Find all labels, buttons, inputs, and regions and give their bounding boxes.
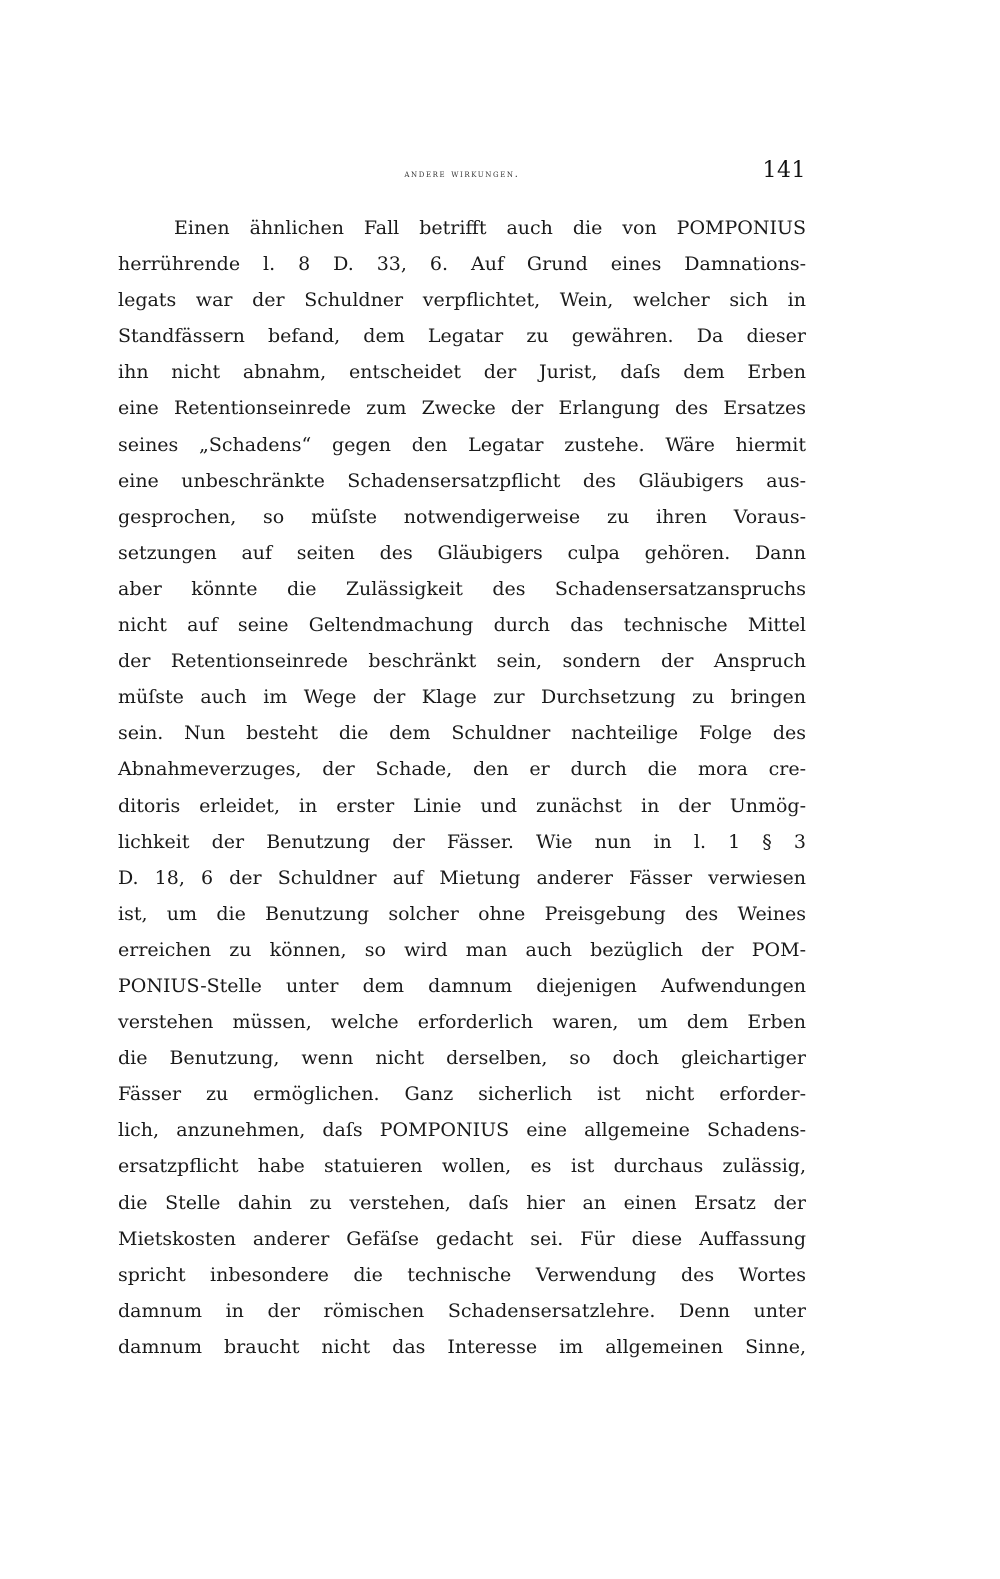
text-line: nicht auf seine Geltendmachung durch das technische Mittel — [118, 614, 806, 637]
page-number: 141 — [762, 158, 806, 183]
text-line: damnum braucht nicht das Interesse im allgemeinen Sinne, — [118, 1335, 806, 1358]
text-line: der Retentionseinrede beschränkt sein, sondern der Anspruch — [118, 650, 806, 673]
text-line: die Stelle dahin zu verstehen, daſs hier an einen Ersatz der — [118, 1191, 806, 1214]
text-line: herrührende l. 8 D. 33, 6. Auf Grund eines Damnations- — [118, 253, 806, 276]
running-title: andere wirkungen. — [404, 168, 520, 180]
text-line: aber könnte die Zulässigkeit des Schadensersatzanspruchs — [118, 577, 806, 600]
text-line: ist, um die Benutzung solcher ohne Preisgebung des Weines — [118, 902, 806, 925]
text-line: ersatzpflicht habe statuieren wollen, es ist durchaus zulässig, — [118, 1155, 806, 1178]
text-line: erreichen zu können, so wird man auch bezüglich der POM- — [118, 938, 806, 961]
text-line: seines „Schadens“ gegen den Legatar zustehe. Wäre hiermit — [118, 433, 806, 456]
text-line: eine unbeschränkte Schadensersatzpflicht des Gläubigers aus- — [118, 469, 806, 492]
text-line: legats war der Schuldner verpflichtet, Wein, welcher sich in — [118, 289, 806, 312]
text-line: Fässer zu ermöglichen. Ganz sicherlich ist nicht erforder- — [118, 1083, 806, 1106]
text-line: Mietskosten anderer Gefäſse gedacht sei. Für diese Auffassung — [118, 1227, 806, 1250]
text-line: damnum in der römischen Schadensersatzlehre. Denn unter — [118, 1299, 806, 1322]
text-line: sein. Nun besteht die dem Schuldner nachteilige Folge des — [118, 722, 806, 745]
text-line: müſste auch im Wege der Klage zur Durchsetzung zu bringen — [118, 686, 806, 709]
text-line: Standfässern befand, dem Legatar zu gewähren. Da dieser — [118, 325, 806, 348]
text-line: eine Retentionseinrede zum Zwecke der Erlangung des Ersatzes — [118, 397, 806, 420]
text-line: PONIUS-Stelle unter dem damnum diejenigen Aufwendungen — [118, 974, 806, 997]
text-line: ditoris erleidet, in erster Linie und zunächst in der Unmög- — [118, 794, 806, 817]
body-text — [118, 210, 806, 1365]
text-line: gesprochen, so müſste notwendigerweise zu ihren Voraus- — [118, 505, 806, 528]
text-line: ihn nicht abnahm, entscheidet der Jurist, daſs dem Erben — [118, 361, 806, 384]
text-line: D. 18, 6 der Schuldner auf Mietung anderer Fässer verwiesen — [118, 866, 806, 889]
running-head — [118, 158, 806, 188]
text-line: setzungen auf seiten des Gläubigers culpa gehören. Dann — [118, 541, 806, 564]
text-line: Abnahmeverzuges, der Schade, den er durch die mora cre- — [118, 758, 806, 781]
text-line: lichkeit der Benutzung der Fässer. Wie nun in l. 1 § 3 — [118, 830, 806, 853]
text-line: die Benutzung, wenn nicht derselben, so doch gleichartiger — [118, 1047, 806, 1070]
text-line: spricht inbesondere die technische Verwendung des Wortes — [118, 1263, 806, 1286]
text-line: lich, anzunehmen, daſs POMPONIUS eine allgemeine Schadens- — [118, 1119, 806, 1142]
text-line: Einen ähnlichen Fall betrifft auch die von POMPONIUS — [174, 217, 806, 239]
text-line: verstehen müssen, welche erforderlich waren, um dem Erben — [118, 1011, 806, 1034]
